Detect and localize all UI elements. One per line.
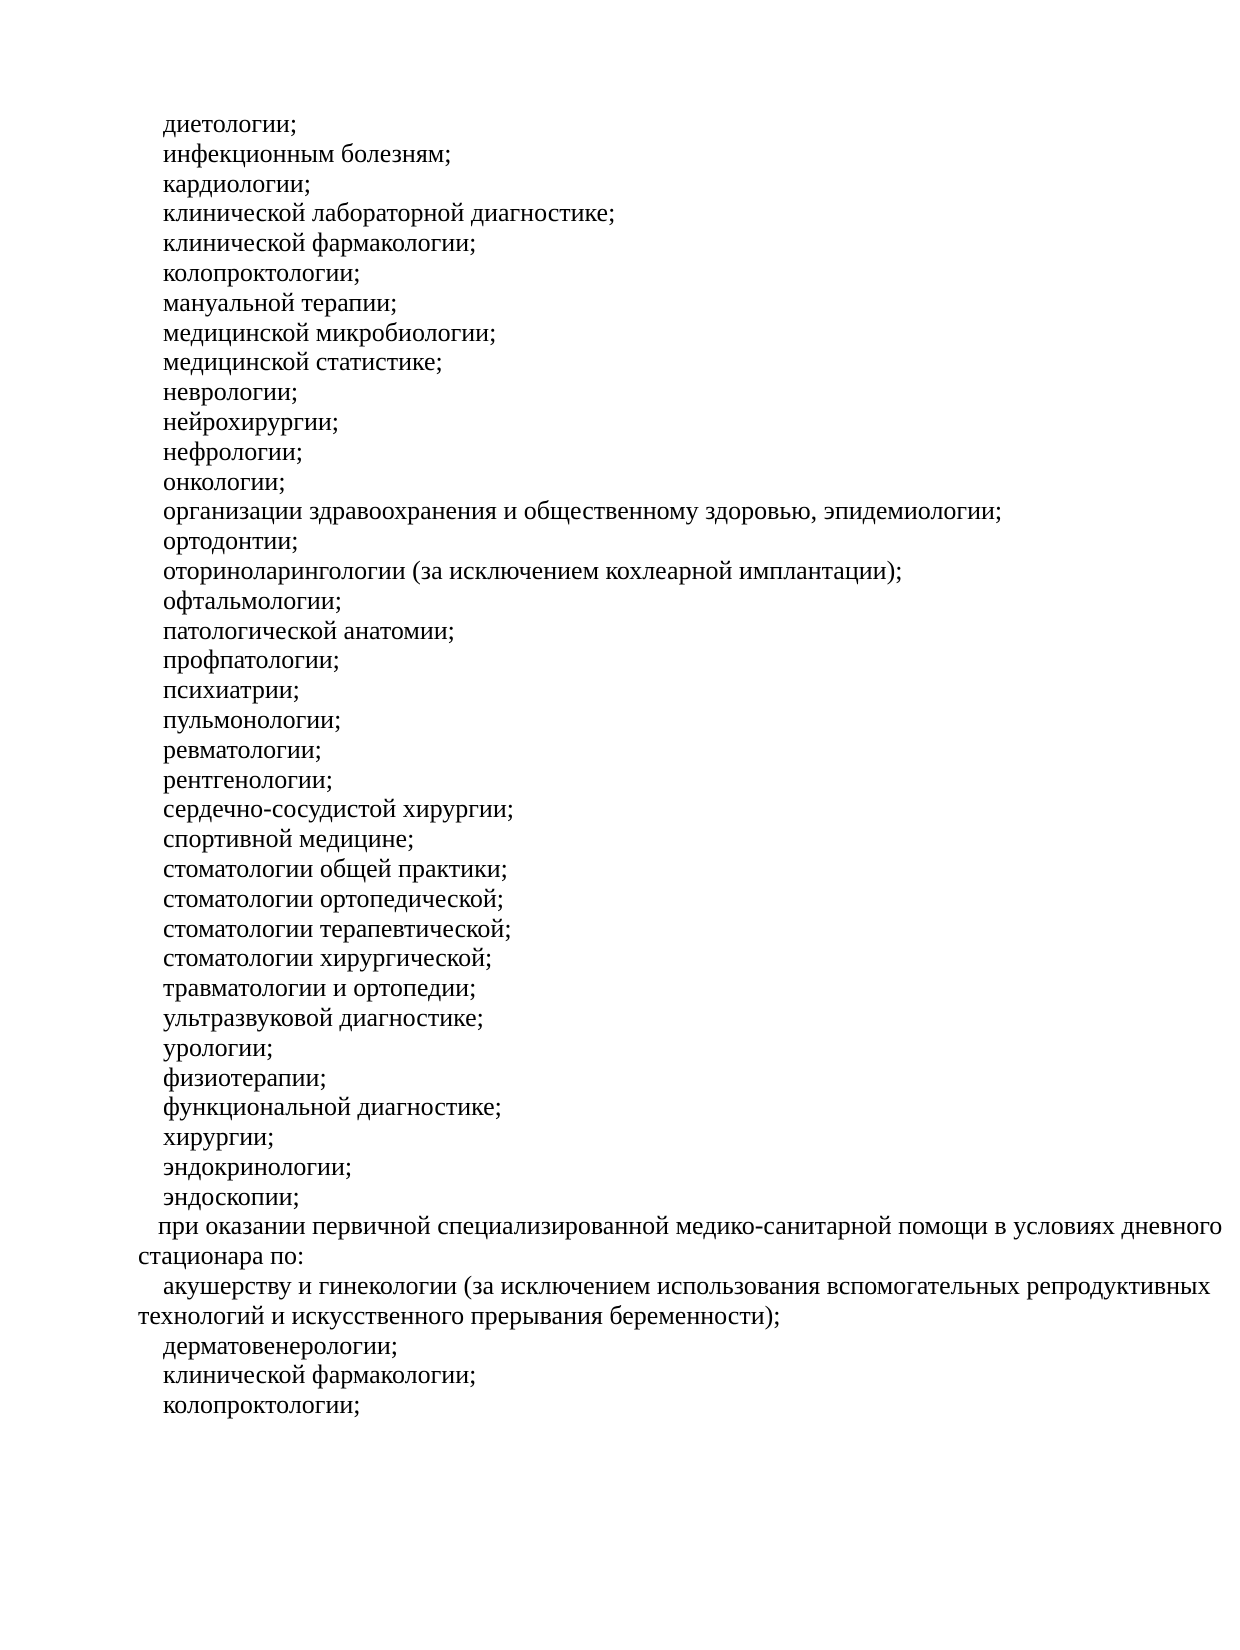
text-line: онкологии; <box>163 466 286 496</box>
text-line: технологий и искусственного прерывания беременности); <box>138 1300 781 1330</box>
text-line: при оказании первичной специализированной медико-санитарной помощи в условиях дневного <box>158 1211 1223 1241</box>
text-line: диетологии; <box>163 109 298 138</box>
text-line: эндоскопии; <box>163 1181 300 1211</box>
text-line: рентгенологии; <box>163 764 333 794</box>
text-line: оториноларингологии (за исключением кохлеарной имплантации); <box>163 555 903 585</box>
text-line: ультразвуковой диагностике; <box>163 1002 484 1032</box>
text-line: хирургии; <box>163 1122 275 1152</box>
text-line: нейрохирургии; <box>163 406 340 436</box>
text-line: физиотерапии; <box>163 1062 327 1092</box>
text-line: колопроктологии; <box>163 257 361 287</box>
text-line: стоматологии ортопедической; <box>163 883 505 913</box>
text-line: урологии; <box>163 1032 274 1062</box>
text-line: медицинской микробиологии; <box>163 317 497 347</box>
text-line: колопроктологии; <box>163 1390 361 1420</box>
text-line: ортодонтии; <box>163 526 299 556</box>
text-line: клинической фармакологии; <box>163 1360 477 1390</box>
text-line: сердечно-сосудистой хирургии; <box>163 794 514 824</box>
document-text <box>138 109 1223 1420</box>
text-line: спортивной медицине; <box>163 824 415 854</box>
text-line: неврологии; <box>163 377 299 407</box>
text-line: профпатологии; <box>163 645 340 675</box>
text-line: дерматовенерологии; <box>163 1330 399 1360</box>
text-line: нефрологии; <box>163 436 303 466</box>
text-line: пульмонологии; <box>163 704 342 734</box>
text-line: акушерству и гинекологии (за исключением использования вспомогательных репродуктивных <box>163 1271 1211 1301</box>
text-line: стационара по: <box>138 1241 305 1271</box>
text-line: инфекционным болезням; <box>163 138 452 168</box>
text-line: травматологии и ортопедии; <box>163 973 477 1003</box>
text-line: кардиологии; <box>163 168 311 198</box>
text-line: патологической анатомии; <box>163 615 455 645</box>
text-line: медицинской статистике; <box>163 347 443 377</box>
text-line: эндокринологии; <box>163 1151 353 1181</box>
text-line: организации здравоохранения и общественному здоровью, эпидемиологии; <box>163 496 1003 526</box>
text-line: стоматологии общей практики; <box>163 853 508 883</box>
text-line: стоматологии терапевтической; <box>163 913 512 943</box>
text-line: психиатрии; <box>163 675 300 705</box>
text-line: стоматологии хирургической; <box>163 943 493 973</box>
text-line: клинической лабораторной диагностике; <box>163 198 616 228</box>
text-line: мануальной терапии; <box>163 287 398 317</box>
text-line: функциональной диагностике; <box>163 1092 502 1122</box>
text-line: офтальмологии; <box>163 585 342 615</box>
text-line: ревматологии; <box>163 734 322 764</box>
text-line: клинической фармакологии; <box>163 228 477 258</box>
